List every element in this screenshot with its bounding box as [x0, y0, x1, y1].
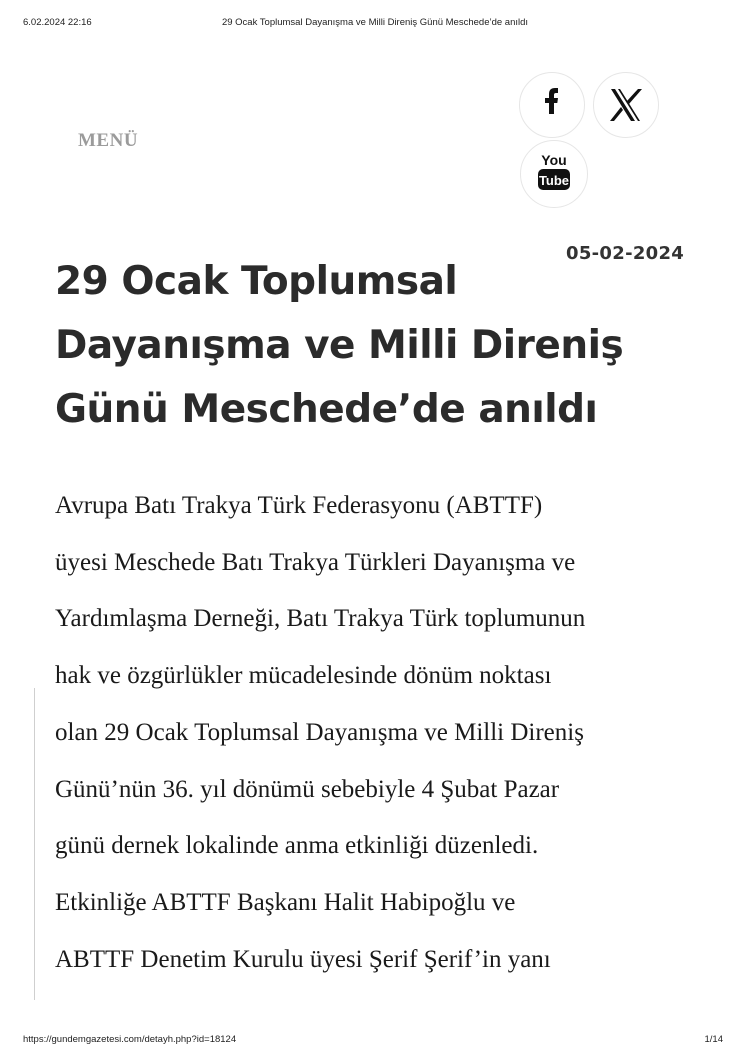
- body-line: günü dernek lokalinde anma etkinliği düzenledi.: [55, 832, 539, 860]
- left-divider: [34, 688, 35, 1000]
- print-timestamp: 6.02.2024 22:16: [23, 17, 92, 28]
- body-line: hak ve özgürlükler mücadelesinde dönüm noktası: [55, 662, 552, 690]
- print-page-title: 29 Ocak Toplumsal Dayanışma ve Milli Direniş Günü Meschede’de anıldı: [221, 17, 529, 28]
- article-title: [55, 250, 665, 442]
- article-title-line: Günü Meschede’de anıldı: [55, 387, 598, 432]
- x-twitter-link[interactable]: [593, 72, 659, 138]
- print-url: https://gundemgazetesi.com/detayh.php?id=18124: [23, 1034, 237, 1045]
- article-title-line: 29 Ocak Toplumsal: [55, 259, 458, 304]
- menu-button[interactable]: MENÜ: [78, 130, 139, 151]
- article-title-line: Dayanışma ve Milli Direniş: [55, 323, 624, 368]
- body-line: üyesi Meschede Batı Trakya Türkleri Dayanışma ve: [55, 548, 576, 576]
- print-page-number: 1/14: [704, 1034, 723, 1045]
- facebook-link[interactable]: [519, 72, 585, 138]
- body-line: ABTTF Denetim Kurulu üyesi Şerif Şerif’in yanı: [55, 945, 551, 973]
- print-header: [0, 17, 750, 31]
- body-line: Etkinliğe ABTTF Başkanı Halit Habipoğlu ve: [55, 888, 516, 916]
- youtube-you-text: You: [541, 152, 567, 168]
- facebook-icon: [520, 73, 584, 137]
- body-line: Yardımlaşma Derneği, Batı Trakya Türk toplumunun: [55, 605, 586, 633]
- print-footer: [0, 1034, 750, 1048]
- youtube-link[interactable]: [520, 140, 588, 208]
- article-date: 05-02-2024: [566, 243, 685, 264]
- body-line: Avrupa Batı Trakya Türk Federasyonu (ABTTF): [55, 492, 543, 519]
- body-line: Günü’nün 36. yıl dönümü sebebiyle 4 Şubat Pazar: [55, 775, 560, 803]
- youtube-tube-text: Tube: [538, 173, 570, 188]
- body-line: olan 29 Ocak Toplumsal Dayanışma ve Milli Direniş: [55, 718, 584, 746]
- article-body: [55, 478, 715, 988]
- x-twitter-icon: [594, 73, 658, 137]
- youtube-icon: [521, 141, 587, 207]
